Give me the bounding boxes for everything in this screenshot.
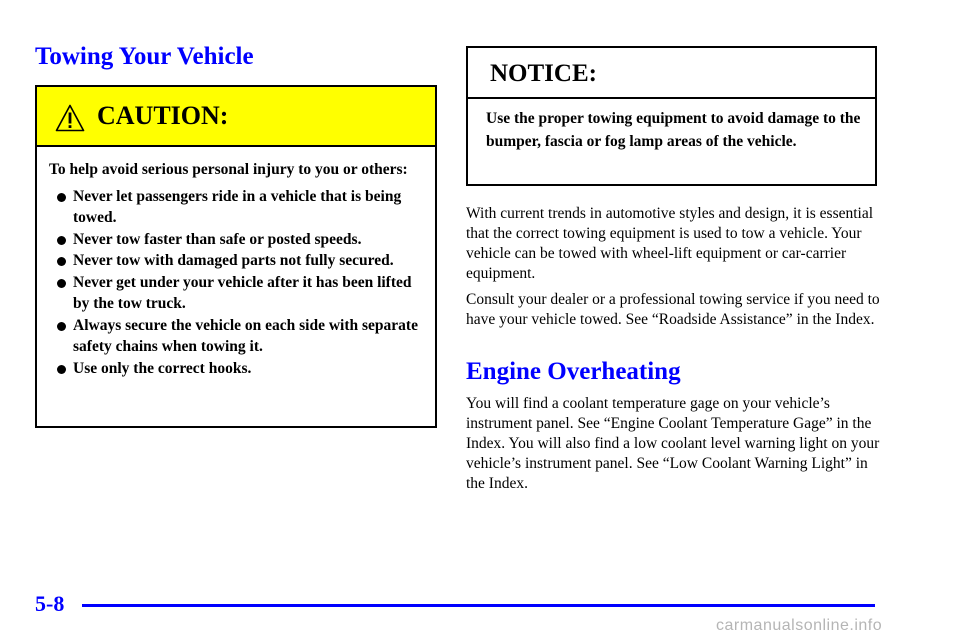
caution-item-text: Never get under your vehicle after it has been lifted by the tow truck. [73, 273, 412, 312]
footer-rule [82, 604, 875, 607]
notice-box [466, 46, 877, 186]
caution-item-text: Never let passengers ride in a vehicle that is being towed. [73, 187, 402, 226]
notice-title: NOTICE: [490, 60, 597, 87]
bullet-icon [57, 279, 66, 288]
notice-text: Use the proper towing equipment to avoid damage to the bumper, fascia or fog lamp areas of the vehicle. [486, 110, 861, 150]
caution-item [49, 358, 421, 380]
bullet-icon [57, 365, 66, 374]
caution-title: CAUTION: [97, 101, 229, 130]
caution-item-text: Use only the correct hooks. [73, 359, 252, 377]
towing-paragraph-equipment: With current trends in automotive styles and design, it is essential that the correct towing equipment is used to tow a vehicle. Your vehicle can be towed with wheel-lift equipment or car-carrier equipment. [466, 205, 874, 282]
bullet-icon [57, 236, 66, 245]
caution-item-text: Never tow faster than safe or posted speeds. [73, 230, 362, 248]
caution-item [49, 272, 421, 315]
caution-item-text: Never tow with damaged parts not fully secured. [73, 252, 394, 269]
caution-item-text: Always secure the vehicle on each side with separate safety chains when towing it. [73, 316, 418, 355]
engine-overheating-paragraph: You will find a coolant temperature gage on your vehicle’s instrument panel. See “Engine Coolant Temperature Gage” in the Index. You will also find a low coolant level warning light on your vehicle’s instrument panel. See “Low Coolant Warning Light” in the Index. [466, 395, 880, 492]
bullet-icon [57, 322, 66, 331]
caution-box [35, 85, 437, 428]
page-number: 5-8 [35, 591, 65, 616]
bullet-icon [57, 257, 66, 266]
towing-paragraph-dealer: Consult your dealer or a professional towing service if you need to have your vehicle towed. See “Roadside Assistance” in the Index. [466, 291, 880, 328]
engine-overheating-title: Engine Overheating [466, 358, 681, 385]
caution-item [49, 186, 421, 229]
warning-triangle-icon [55, 104, 85, 132]
caution-item [49, 315, 421, 358]
caution-header [37, 87, 435, 147]
bullet-icon [57, 193, 66, 202]
caution-intro: To help avoid serious personal injury to you or others: [49, 161, 408, 178]
watermark: carmanualsonline.info [716, 617, 883, 634]
notice-header [468, 48, 875, 99]
caution-item [49, 229, 421, 251]
caution-body [37, 147, 435, 379]
towing-title: Towing Your Vehicle [35, 43, 254, 70]
caution-list [49, 186, 421, 380]
caution-item [49, 250, 421, 272]
